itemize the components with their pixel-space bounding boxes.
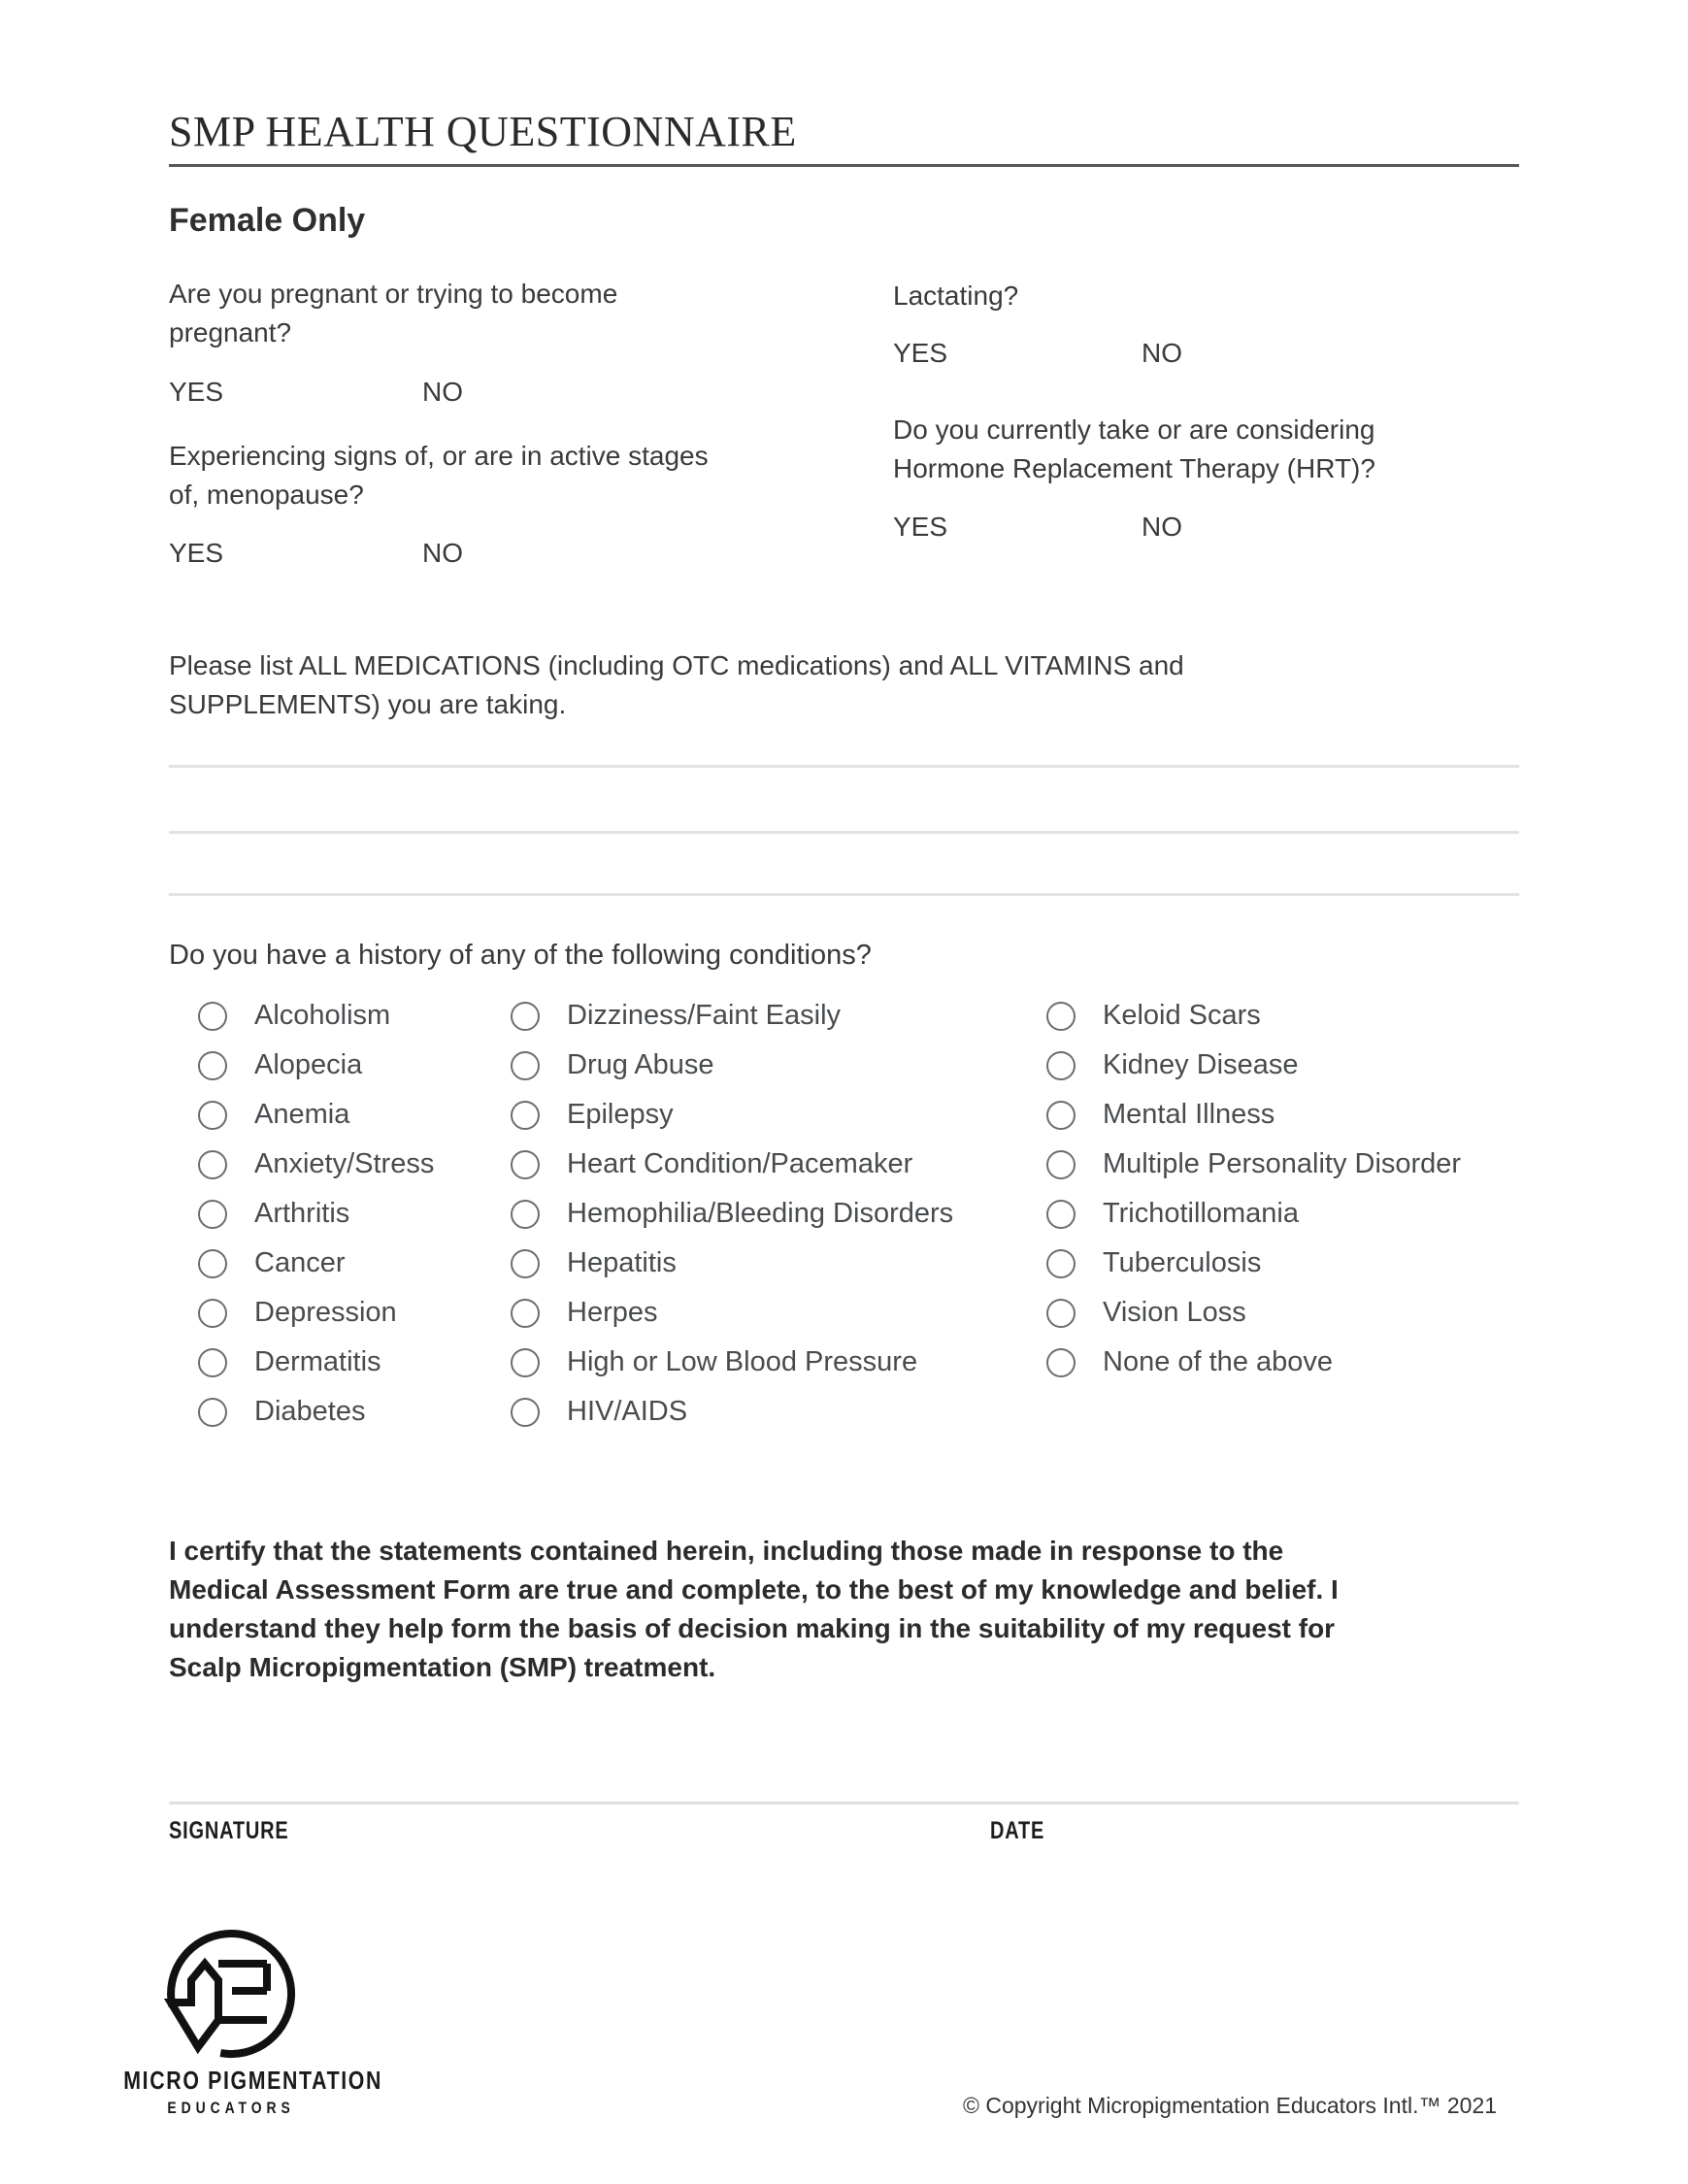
condition-row-dermatitis: [198, 1346, 434, 1378]
copyright-notice: © Copyright Micropigmentation Educators Intl.™ 2021: [963, 2093, 1498, 2118]
condition-row-vision-loss: [1046, 1297, 1461, 1329]
condition-row-depression: [198, 1297, 434, 1329]
question-pregnant-line1: Are you pregnant or trying to become: [169, 279, 618, 309]
certification-statement: [169, 1532, 1339, 1687]
radio-anemia[interactable]: [198, 1101, 227, 1130]
condition-row-heart-condition: [511, 1148, 953, 1180]
radio-alcoholism[interactable]: [198, 1002, 227, 1031]
condition-label: Drug Abuse: [567, 1049, 714, 1080]
condition-row-tuberculosis: [1046, 1247, 1461, 1279]
condition-row-herpes: [511, 1297, 953, 1329]
condition-label: Alcoholism: [254, 1000, 391, 1031]
condition-row-alcoholism: [198, 1000, 434, 1032]
radio-trichotillomania[interactable]: [1046, 1200, 1076, 1229]
medications-write-line-1[interactable]: [169, 765, 1519, 768]
condition-row-anemia: [198, 1099, 434, 1131]
radio-dermatitis[interactable]: [198, 1348, 227, 1377]
condition-label: Dizziness/Faint Easily: [567, 1000, 842, 1031]
menopause-no-option[interactable]: NO: [422, 538, 463, 568]
radio-multiple-personality[interactable]: [1046, 1150, 1076, 1179]
title-divider: [169, 164, 1519, 167]
condition-row-trichotillomania: [1046, 1198, 1461, 1230]
condition-label: HIV/AIDS: [567, 1396, 688, 1427]
page-title: SMP HEALTH QUESTIONNAIRE: [169, 108, 797, 155]
question-menopause-line2: of, menopause?: [169, 480, 364, 510]
condition-label: Arthritis: [254, 1198, 350, 1229]
hrt-no-option[interactable]: NO: [1142, 512, 1182, 542]
menopause-yes-option[interactable]: YES: [169, 538, 224, 568]
condition-row-anxiety-stress: [198, 1148, 434, 1180]
question-menopause-line1: Experiencing signs of, or are in active stages: [169, 441, 709, 471]
logo-wordmark-line1: MICRO PIGMENTATION: [123, 2066, 383, 2095]
certification-line4: Scalp Micropigmentation (SMP) treatment.: [169, 1652, 716, 1682]
medications-write-line-3[interactable]: [169, 893, 1519, 896]
lactating-no-option[interactable]: NO: [1142, 338, 1182, 368]
signature-label: SIGNATURE: [169, 1817, 289, 1844]
condition-label: Trichotillomania: [1103, 1198, 1299, 1229]
certification-line2: Medical Assessment Form are true and complete, to the best of my knowledge and belief. I: [169, 1574, 1339, 1605]
condition-row-diabetes: [198, 1396, 434, 1428]
medications-prompt-line2: SUPPLEMENTS) you are taking.: [169, 689, 567, 719]
radio-anxiety-stress[interactable]: [198, 1150, 227, 1179]
radio-hiv-aids[interactable]: [511, 1398, 540, 1427]
lactating-yesno-row: [893, 338, 1182, 369]
condition-label: Dermatitis: [254, 1346, 381, 1377]
radio-heart-condition[interactable]: [511, 1150, 540, 1179]
condition-label: Anemia: [254, 1099, 350, 1130]
condition-label: Depression: [254, 1297, 397, 1328]
radio-arthritis[interactable]: [198, 1200, 227, 1229]
hrt-yes-option[interactable]: YES: [893, 512, 948, 542]
condition-row-kidney-disease: [1046, 1049, 1461, 1081]
condition-label: Vision Loss: [1103, 1297, 1246, 1328]
pregnant-no-option[interactable]: NO: [422, 377, 463, 407]
conditions-column-1: [198, 1000, 434, 1428]
condition-row-epilepsy: [511, 1099, 953, 1131]
condition-row-arthritis: [198, 1198, 434, 1230]
condition-row-hiv-aids: [511, 1396, 953, 1428]
condition-row-hepatitis: [511, 1247, 953, 1279]
question-hrt-line1: Do you currently take or are considering: [893, 414, 1375, 445]
condition-label: Tuberculosis: [1103, 1247, 1262, 1278]
certification-line3: understand they help form the basis of decision making in the suitability of my request for: [169, 1613, 1336, 1643]
question-pregnant: [169, 275, 617, 352]
radio-hemophilia[interactable]: [511, 1200, 540, 1229]
radio-drug-abuse[interactable]: [511, 1051, 540, 1080]
condition-label: Hemophilia/Bleeding Disorders: [567, 1198, 954, 1229]
condition-label: Cancer: [254, 1247, 346, 1278]
conditions-column-2: [511, 1000, 953, 1428]
medications-prompt-line1: Please list ALL MEDICATIONS (including OTC medications) and ALL VITAMINS and: [169, 650, 1184, 680]
condition-label: None of the above: [1103, 1346, 1334, 1377]
logo-wordmark-line2: EDUCATORS: [167, 2099, 295, 2117]
radio-depression[interactable]: [198, 1299, 227, 1328]
condition-row-dizziness: [511, 1000, 953, 1032]
radio-mental-illness[interactable]: [1046, 1101, 1076, 1130]
radio-blood-pressure[interactable]: [511, 1348, 540, 1377]
date-label: DATE: [990, 1817, 1045, 1844]
condition-label: Herpes: [567, 1297, 658, 1328]
section-heading-female-only: Female Only: [169, 202, 366, 239]
condition-row-keloid-scars: [1046, 1000, 1461, 1032]
question-lactating-line1: Lactating?: [893, 281, 1019, 311]
pregnant-yes-option[interactable]: YES: [169, 377, 224, 407]
medications-write-line-2[interactable]: [169, 831, 1519, 834]
condition-row-multiple-personality: [1046, 1148, 1461, 1180]
medications-prompt: [169, 646, 1184, 724]
question-pregnant-line2: pregnant?: [169, 317, 292, 347]
brand-logo: [163, 1926, 299, 2062]
radio-hepatitis[interactable]: [511, 1249, 540, 1278]
certification-line1: I certify that the statements contained herein, including those made in response to the: [169, 1536, 1284, 1566]
question-hrt: [893, 411, 1375, 488]
question-hrt-line2: Hormone Replacement Therapy (HRT)?: [893, 453, 1375, 483]
condition-label: Diabetes: [254, 1396, 366, 1427]
radio-alopecia[interactable]: [198, 1051, 227, 1080]
lactating-yes-option[interactable]: YES: [893, 338, 948, 368]
condition-label: High or Low Blood Pressure: [567, 1346, 918, 1377]
condition-row-none-of-the-above: [1046, 1346, 1461, 1378]
condition-label: Mental Illness: [1103, 1099, 1275, 1130]
signature-write-line[interactable]: [169, 1802, 1519, 1804]
radio-none-of-the-above[interactable]: [1046, 1348, 1076, 1377]
condition-row-hemophilia: [511, 1198, 953, 1230]
hrt-yesno-row: [893, 512, 1182, 543]
condition-label: Keloid Scars: [1103, 1000, 1261, 1031]
pregnant-yesno-row: [169, 377, 463, 408]
menopause-yesno-row: [169, 538, 463, 569]
radio-diabetes[interactable]: [198, 1398, 227, 1427]
condition-label: Heart Condition/Pacemaker: [567, 1148, 913, 1179]
condition-row-drug-abuse: [511, 1049, 953, 1081]
condition-row-blood-pressure: [511, 1346, 953, 1378]
question-menopause: [169, 437, 709, 514]
radio-vision-loss[interactable]: [1046, 1299, 1076, 1328]
radio-keloid-scars[interactable]: [1046, 1002, 1076, 1031]
radio-cancer[interactable]: [198, 1249, 227, 1278]
condition-label: Hepatitis: [567, 1247, 677, 1278]
question-lactating: [893, 277, 1018, 315]
condition-row-cancer: [198, 1247, 434, 1279]
condition-row-mental-illness: [1046, 1099, 1461, 1131]
radio-dizziness[interactable]: [511, 1002, 540, 1031]
condition-label: Epilepsy: [567, 1099, 674, 1130]
radio-kidney-disease[interactable]: [1046, 1051, 1076, 1080]
condition-label: Multiple Personality Disorder: [1103, 1148, 1462, 1179]
condition-label: Anxiety/Stress: [254, 1148, 435, 1179]
condition-label: Kidney Disease: [1103, 1049, 1299, 1080]
conditions-column-3: [1046, 1000, 1461, 1378]
radio-tuberculosis[interactable]: [1046, 1249, 1076, 1278]
radio-epilepsy[interactable]: [511, 1101, 540, 1130]
conditions-prompt: Do you have a history of any of the following conditions?: [169, 940, 872, 971]
condition-label: Alopecia: [254, 1049, 363, 1080]
radio-herpes[interactable]: [511, 1299, 540, 1328]
condition-row-alopecia: [198, 1049, 434, 1081]
